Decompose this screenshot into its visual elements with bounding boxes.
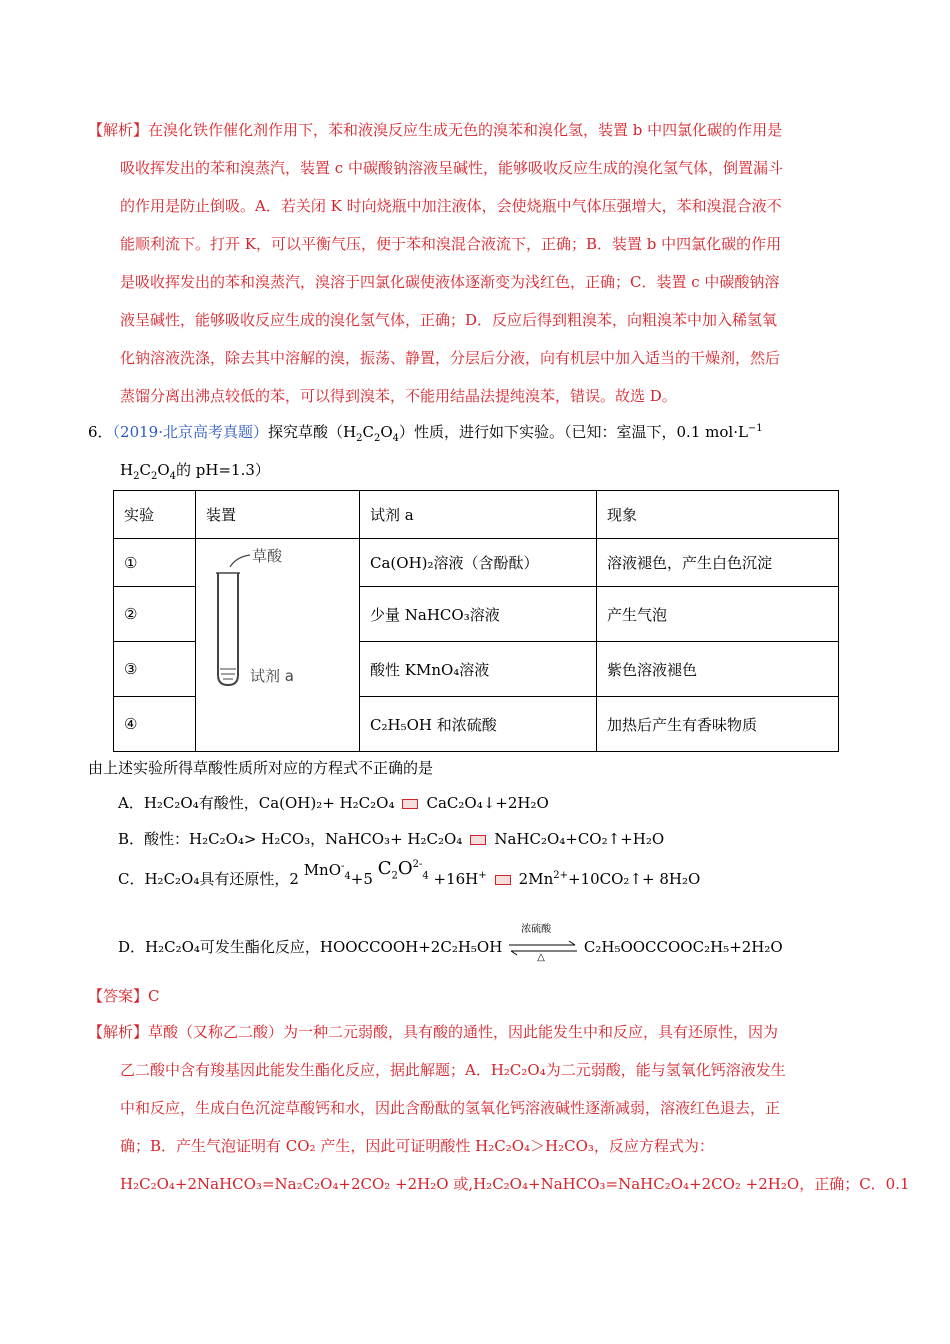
- question-stem-line2: [120, 459, 270, 482]
- condition-catalyst: 浓硫酸: [521, 924, 552, 935]
- equals-arrow-icon: [470, 835, 486, 845]
- formula-text: C: [377, 858, 392, 879]
- stem-text: 的 pH=1.3）: [176, 461, 270, 479]
- subscript: 4: [392, 433, 400, 444]
- analysis1-line: 是吸收挥发出的苯和溴蒸汽，溴溶于四氯化碳使液体逐渐变为浅红色，正确；C．装置 c 中碳酸钠溶: [120, 273, 780, 291]
- option-d: [118, 924, 783, 963]
- subscript: 2: [391, 870, 398, 882]
- phenomenon-cell: 紫色溶液褪色: [597, 642, 839, 697]
- header-cell: 试剂 a: [360, 491, 597, 539]
- question-stem: [88, 421, 763, 444]
- analysis2-line: 【解析】草酸（又称乙二酸）为一种二元弱酸，具有酸的通性，因此能发生中和反应，具有还原性，因为: [88, 1023, 779, 1041]
- option-a-text: A．H₂C₂O₄有酸性，Ca(OH)₂+ H₂C₂O₄: [118, 794, 395, 812]
- option-a: [118, 792, 549, 813]
- equals-arrow-icon: [495, 875, 511, 885]
- formula-text: MnO: [303, 861, 342, 879]
- stem-text: C: [362, 423, 374, 441]
- answer-line: [88, 985, 160, 1006]
- stem-text: ）性质，进行如下实验。（已知：室温下，0.1 mol·L: [399, 423, 748, 441]
- superscript: 2-: [412, 859, 423, 870]
- option-b: [118, 828, 664, 849]
- test-tube-icon: [218, 573, 238, 685]
- answer-value: C: [148, 987, 160, 1005]
- analysis1-line: 吸收挥发出的苯和溴蒸汽，装置 c 中碳酸钠溶液呈碱性，能够吸收反应生成的溴化氢气体，倒置漏斗: [120, 159, 783, 177]
- analysis1-line: 蒸馏分离出沸点较低的苯，可以得到溴苯，不能用结晶法提纯溴苯，错误。故选 D。: [120, 387, 677, 405]
- experiment-number: ①: [114, 539, 196, 587]
- reagent-cell: C₂H₅OH 和浓硫酸: [360, 697, 597, 752]
- formula-text: 2Mn: [518, 870, 554, 888]
- analysis1-line: 【解析】在溴化铁作催化剂作用下，苯和液溴反应生成无色的溴苯和溴化氢，装置 b 中四氯化碳的作用是: [88, 121, 783, 139]
- phenomenon-cell: 加热后产生有香味物质: [597, 697, 839, 752]
- condition-heat: △: [537, 952, 545, 963]
- analysis2-line: 确；B．产生气泡证明有 CO₂ 产生，因此可证明酸性 H₂C₂O₄＞H₂CO₃，反应方程式为：: [120, 1137, 714, 1155]
- question-source: （2019·北京高考真题）: [112, 423, 268, 441]
- permanganate-formula: [303, 861, 351, 882]
- experiment-number: ③: [114, 642, 196, 697]
- question-number: 6．: [88, 423, 113, 441]
- apparatus-label-reagent: 试剂 a: [250, 667, 294, 685]
- header-cell: 现象: [597, 491, 839, 539]
- equals-arrow-icon: [402, 799, 418, 809]
- coefficient: +5: [350, 870, 373, 888]
- subscript: 4: [422, 870, 429, 882]
- test-tube-diagram: [210, 543, 320, 693]
- stem-text: O: [380, 423, 393, 441]
- option-d-text: D．H₂C₂O₄可发生酯化反应，HOOCCOOH+2C₂H₅OH: [118, 938, 503, 956]
- superscript: −1: [747, 423, 763, 434]
- option-d-product: C₂H₅OOCCOOC₂H₅+2H₂O: [583, 938, 783, 956]
- subscript: 4: [344, 871, 351, 882]
- phenomenon-cell: 溶液褪色，产生白色沉淀: [597, 539, 839, 587]
- option-b-text: B．酸性：H₂C₂O₄> H₂CO₃，NaHCO₃+ H₂C₂O₄: [118, 830, 463, 848]
- subscript: 2: [150, 471, 158, 482]
- reagent-cell: 酸性 KMnO₄溶液: [360, 642, 597, 697]
- subscript: 2: [356, 433, 363, 444]
- pointer-line: [230, 555, 250, 567]
- analysis1-line: 液呈碱性，能够吸收反应生成的溴化氢气体，正确；D．反应后得到粗溴苯，向粗溴苯中加入稀氢氧: [120, 311, 778, 329]
- option-b-product: NaHC₂O₄+CO₂↑+H₂O: [494, 830, 665, 848]
- option-c-product: +10CO₂↑+ 8H₂O: [568, 870, 701, 888]
- analysis2-line: 中和反应，生成白色沉淀草酸钙和水，因此含酚酞的氢氧化钙溶液碱性逐渐减弱，溶液红色退去，正: [120, 1099, 781, 1117]
- analysis1-line: 能顺利流下。打开 K，可以平衡气压，便于苯和溴混合液流下，正确；B．装置 b 中四氯化碳的作用: [120, 235, 782, 253]
- subscript: 2: [133, 471, 140, 482]
- option-a-product: CaC₂O₄↓+2H₂O: [426, 794, 549, 812]
- analysis2-line: H₂C₂O₄+2NaHCO₃=Na₂C₂O₄+2CO₂ +2H₂O 或,H₂C₂O₄+NaHCO₃=NaHC₂O₄+2CO₂ +2H₂O，正确；C．0.1: [120, 1175, 910, 1193]
- option-c-text: C．H₂C₂O₄具有还原性，2: [118, 870, 299, 888]
- subscript: 2: [373, 433, 381, 444]
- analysis2-line: 乙二酸中含有羧基因此能发生酯化反应，据此解题；A．H₂C₂O₄为二元弱酸，能与氢氧化钙溶液发生: [120, 1061, 786, 1079]
- formula-text: +16H: [433, 870, 479, 888]
- analysis1-line: 化钠溶液洗涤，除去其中溶解的溴，振荡、静置，分层后分液，向有机层中加入适当的干燥剂，然后: [120, 349, 781, 367]
- option-c: [118, 858, 701, 892]
- answer-label: 【答案】: [88, 987, 149, 1005]
- question-prompt: 由上述实验所得草酸性质所对应的方程式不正确的是: [88, 759, 434, 777]
- stem-text: C: [139, 461, 151, 479]
- stem-text: H: [120, 461, 134, 479]
- superscript: 2+: [553, 870, 568, 881]
- reagent-cell: 少量 NaHCO₃溶液: [360, 587, 597, 642]
- header-cell: 实验: [114, 491, 196, 539]
- superscript: +: [478, 870, 487, 881]
- formula-text: O: [397, 858, 413, 879]
- experiment-number: ④: [114, 697, 196, 752]
- apparatus-label-oxalic: 草酸: [252, 547, 283, 565]
- header-cell: 装置: [196, 491, 360, 539]
- table-header-row: [114, 491, 839, 539]
- subscript: 4: [169, 471, 177, 482]
- reagent-cell: Ca(OH)₂溶液（含酚酞）: [360, 539, 597, 587]
- reversible-arrow-icon: [507, 924, 579, 963]
- oxalate-formula: [377, 858, 429, 882]
- phenomenon-cell: 产生气泡: [597, 587, 839, 642]
- superscript: -: [341, 861, 345, 872]
- stem-text: 探究草酸（H: [268, 423, 357, 441]
- analysis1-line: 的作用是防止倒吸。A．若关闭 K 时向烧瓶中加注液体，会使烧瓶中气体压强增大，苯和溴混合液不: [120, 197, 782, 215]
- experiment-number: ②: [114, 587, 196, 642]
- stem-text: O: [157, 461, 170, 479]
